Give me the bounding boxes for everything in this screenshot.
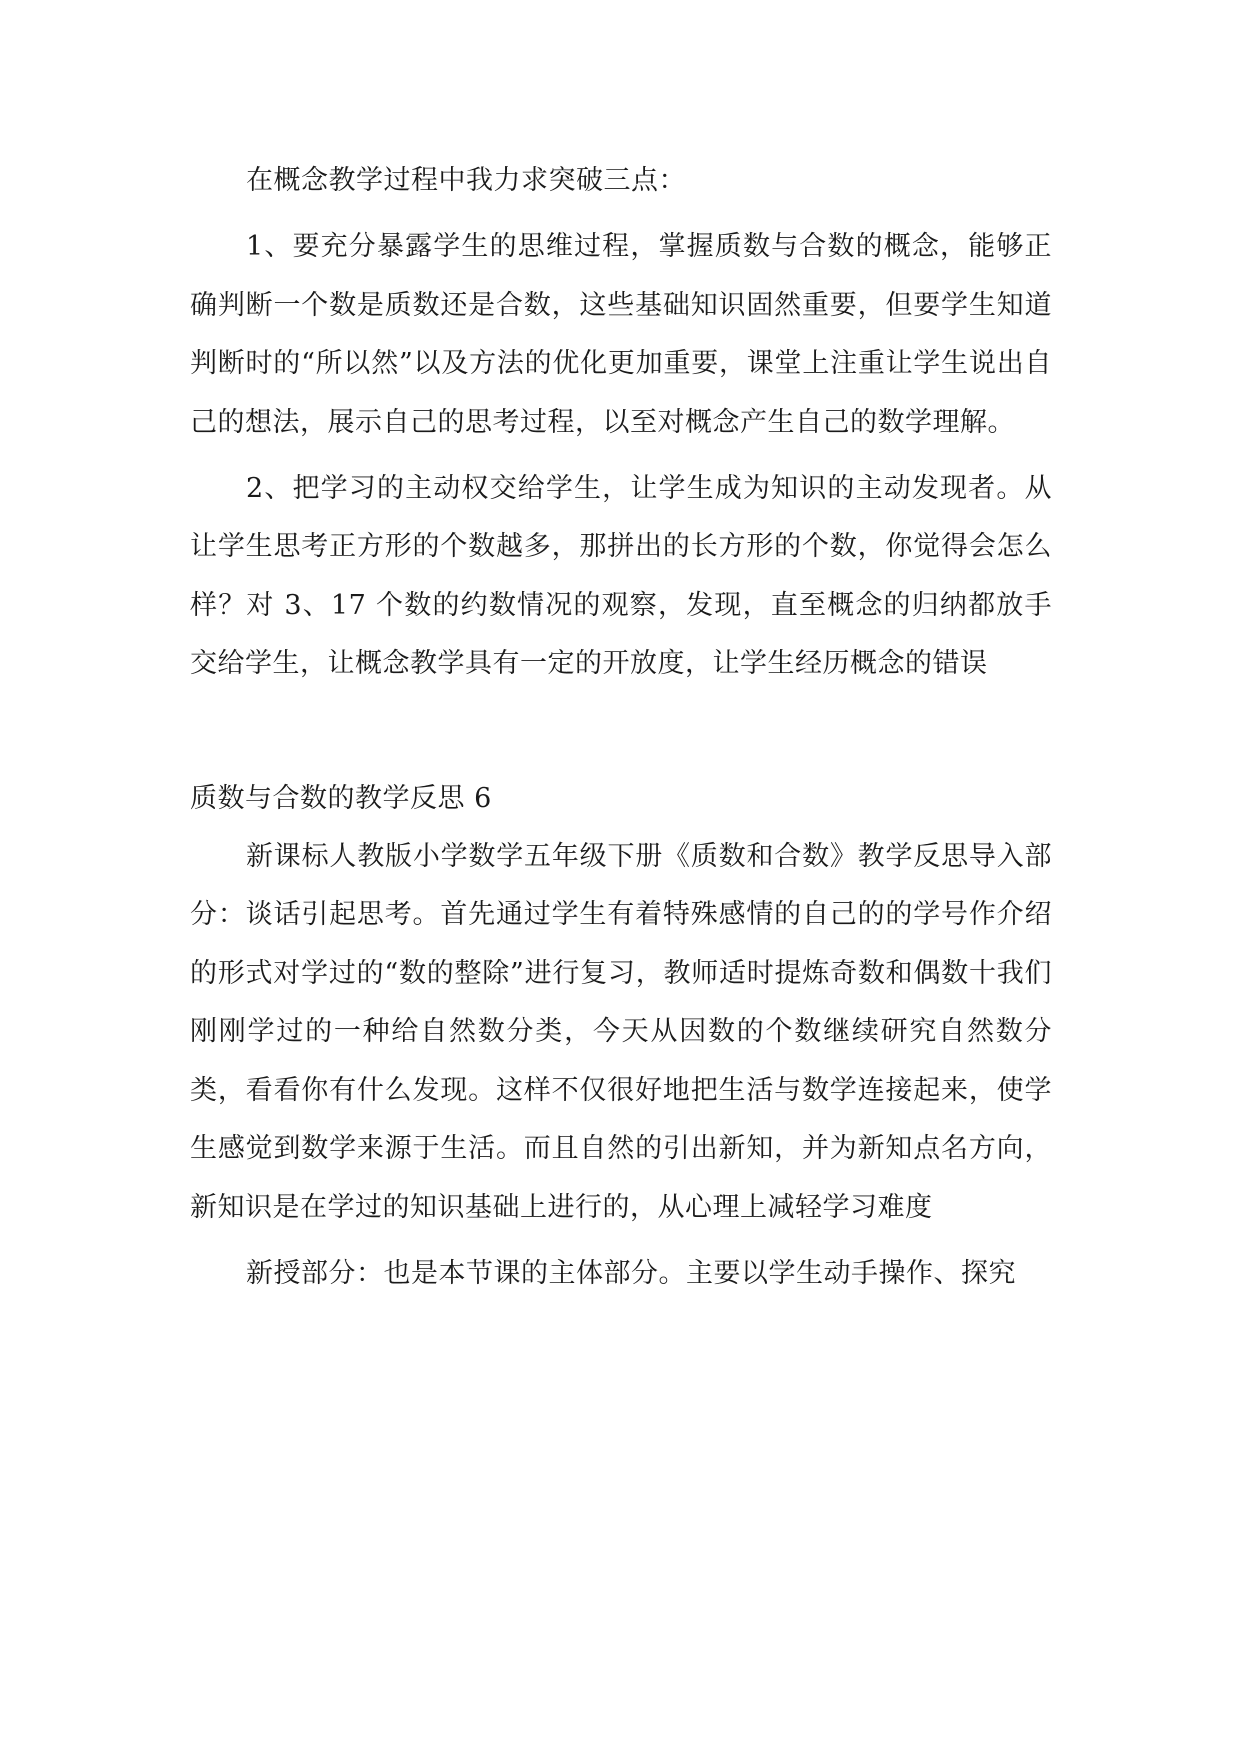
section-spacer xyxy=(190,694,1052,770)
document-page xyxy=(190,152,1052,1311)
section1-point-2: 2、把学习的主动权交给学生，让学生成为知识的主动发现者。从让学生思考正方形的个数越多，那拼出的长方形的个数，你觉得会怎么样？对 3、17 个数的约数情况的观察，发现，直至概念的归纳都放手交给学生，让概念教学具有一定的开放度，让学生经历概念的错误 xyxy=(190,473,1052,680)
section2-paragraph-2: 新授部分：也是本节课的主体部分。主要以学生动手操作、探究 xyxy=(246,1257,1016,1289)
section2-paragraph-1: 新课标人教版小学数学五年级下册《质数和合数》教学反思导入部分：谈话引起思考。首先通过学生有着特殊感情的自己的的学号作介绍的形式对学过的“数的整除”进行复习，教师适时提炼奇数和偶数十我们刚刚学过的一种给自然数分类，今天从因数的个数继续研究自然数分类，看看你有什么发现。这样不仅很好地把生活与数学连接起来，使学生感觉到数学来源于生活。而且自然的引出新知，并为新知点名方向，新知识是在学过的知识基础上进行的，从心理上减轻学习难度 xyxy=(190,841,1052,1223)
section1-point-1: 1、要充分暴露学生的思维过程，掌握质数与合数的概念，能够正确判断一个数是质数还是合数，这些基础知识固然重要，但要学生知道判断时的“所以然”以及方法的优化更加重要，课堂上注重让学生说出自己的想法，展示自己的思考过程，以至对概念产生自己的数学理解。 xyxy=(190,231,1052,438)
section2-title: 质数与合数的教学反思 6 xyxy=(190,782,492,814)
section1-intro: 在概念教学过程中我力求突破三点： xyxy=(246,165,686,196)
